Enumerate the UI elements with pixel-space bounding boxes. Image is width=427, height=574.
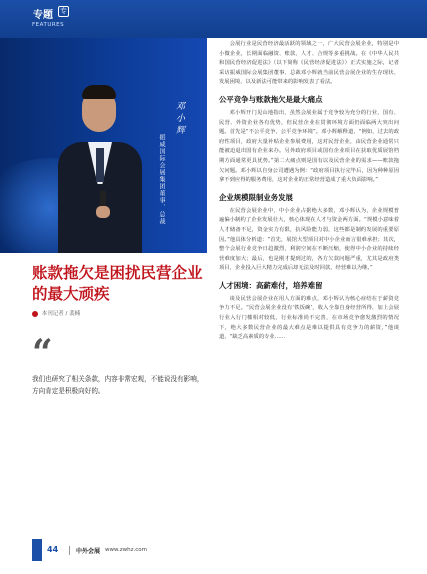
section-paragraph: 谈及民营会展企业在用人方面的难点，邓小辉认为核心症结在于薪资竞争力不足。“民营会展企业没有‘铁饭碗’，收入全靠自身经营所得，加上会展行业入行门槛相对较低，行业标准尚不完善，在市场竞争愈发激烈的情况下，绝大多数民营企业的最大难点是难以提供具有竞争力的薪资，”他谈道，“缺乏高素质的专业…… bbox=[219, 295, 399, 341]
journal-url: www.zwhz.com bbox=[105, 547, 147, 553]
section-subtitle: FEATURES bbox=[32, 22, 65, 28]
section-paragraph: 在民营会展企业中，中小企业占据绝大多数，邓小辉认为，企业规模普遍偏小制约了企业发展壮大，核心体现在人才与资金两方面。“规模小意味着人才储备不足，资金实力有限，抗风险能力弱，这些都是制约发展的重要原因。”他具体分析道：“首先，展馆大型项目对中小企业而言很难承担；其次，整个会展行业竞争日趋激烈，利润空间在不断压缩，使得中小企业的持续经营难度加大；最后，也是刚才提到过的，各方欠款问题严重，尤其是政府类项目，企业投入巨大精力完成后却无法及时回款，经营难以为继。” bbox=[219, 207, 399, 272]
quote-mark-icon: “ bbox=[32, 332, 53, 374]
footer-accent-bar bbox=[32, 539, 42, 561]
person-tie bbox=[96, 148, 104, 182]
journal-name: 中外会展 bbox=[76, 548, 101, 555]
interviewee-photo bbox=[0, 38, 207, 253]
byline bbox=[32, 309, 80, 317]
feature-icon: 专 bbox=[60, 7, 67, 15]
section-heading-scale: 企业规模限制业务发展 bbox=[219, 192, 293, 202]
pull-quote: 我们也研究了相关条款，内容非常宏观，不能说没有影响，方向肯定是积极向好的。 bbox=[32, 375, 204, 395]
person-hair bbox=[82, 85, 116, 99]
footer-divider bbox=[69, 546, 70, 555]
page-header bbox=[0, 0, 427, 38]
person-hand bbox=[96, 206, 110, 218]
section-paragraph: 邓小辉开门见山地指出，虽然会展业属于竞争较为充分的行业，国有、民营、外资企业各有优势，但民营企业在贯彻环境方面仍面临两大突出问题。首先是“不公平竞争，公平竞争环境”。邓小辉解释道，“例如，过去的政府性项目，政府大量补贴企业参展费用，这对民营企业，由民营企业通常只能被迫退出国有企业来办。另外政府项目或国有企业项目在获取优质展馆档期方面通常更具优势。”第二大痛点则是国有以及民营企业的需求——账款拖欠问题。邓小辉以自身公司遭遇为例：“政府项目执行完毕后，因为种种原因拿不到应得的服务费用，这对企业的正常经营造成了重大负面影响。” bbox=[219, 109, 399, 184]
intro-paragraph: 会展行业是民营经济最活跃的领域之一，广大民营会展企业，特别是中小微企业，长期面临融资、账款、人才、合规等多重挑战。在《中华人民共和国民营经济促进法》（以下简称《民营经济促进法》）正式实施之际，记者采访振威国际会展集团董事、总裁邓小辉就当前民营会展企业的生存现状、发展困境，以及新法可能带来的影响发表了看法。 bbox=[219, 41, 399, 86]
interviewee-role: 振威国际会展集团董事、总裁 bbox=[158, 134, 165, 225]
article-headline: 账款拖欠是困扰民营企业的最大顽疾 bbox=[32, 263, 203, 303]
interviewee-name: 邓小辉 bbox=[174, 101, 184, 137]
byline-dot-icon bbox=[32, 311, 38, 317]
article-body bbox=[219, 40, 399, 343]
page-number: 44 bbox=[47, 545, 59, 554]
section-title: 专题 bbox=[33, 10, 53, 21]
section-heading-talent: 人才困境：高薪难付，培养难留 bbox=[219, 280, 323, 290]
section-heading-fair-competition: 公平竞争与账款拖欠是最大痛点 bbox=[219, 94, 323, 104]
byline-text: 本刊记者 / 裴楠 bbox=[41, 311, 81, 317]
